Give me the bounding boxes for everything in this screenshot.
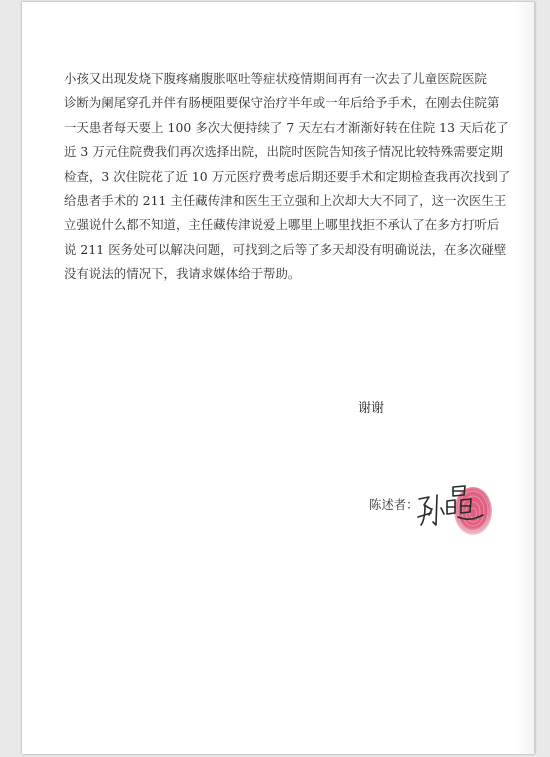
- signature-block: [369, 485, 519, 525]
- letter-line: 一天患者每天要上 100 多次大便持续了 7 天左右才渐渐好转在住院 13 天后花了: [64, 119, 509, 135]
- letter-line: 给患者手术的 211 主任藏传津和医生王立强和上次却大大不同了，这一次医生王: [64, 192, 507, 208]
- letter-line: 诊断为阑尾穿孔并伴有肠梗阻要保守治疗半年或一年后给予手术，在刚去住院第: [64, 95, 500, 111]
- letter-line: 没有说法的情况下，我请求媒体给于帮助。: [64, 266, 301, 282]
- letter-body: [64, 67, 511, 287]
- fingerprint-seal: [454, 487, 492, 535]
- handwritten-signature-with-fingerprint: [413, 481, 503, 539]
- letter-line: 近 3 万元住院费我们再次选择出院，出院时医院告知孩子情况比较特殊需要定期: [64, 144, 503, 160]
- letter-line: 说 211 医务处可以解决问题，可找到之后等了多天却没有明确说法，在多次碰壁: [64, 241, 507, 257]
- letter-page: [22, 2, 535, 754]
- letter-line: 立强说什么都不知道，主任藏传津说爱上哪里上哪里找拒不承认了在多方打听后: [64, 217, 500, 233]
- letter-line: 检查，3 次住院花了近 10 万元医疗费考虑后期还要手术和定期检查我再次找到了: [64, 168, 511, 184]
- thanks-text: 谢谢: [358, 401, 385, 416]
- letter-line: 小孩又出现发烧下腹疼痛腹胀呕吐等症状疫情期间再有一次去了儿童医院医院: [64, 71, 487, 86]
- signature-label: 陈述者：: [369, 497, 419, 512]
